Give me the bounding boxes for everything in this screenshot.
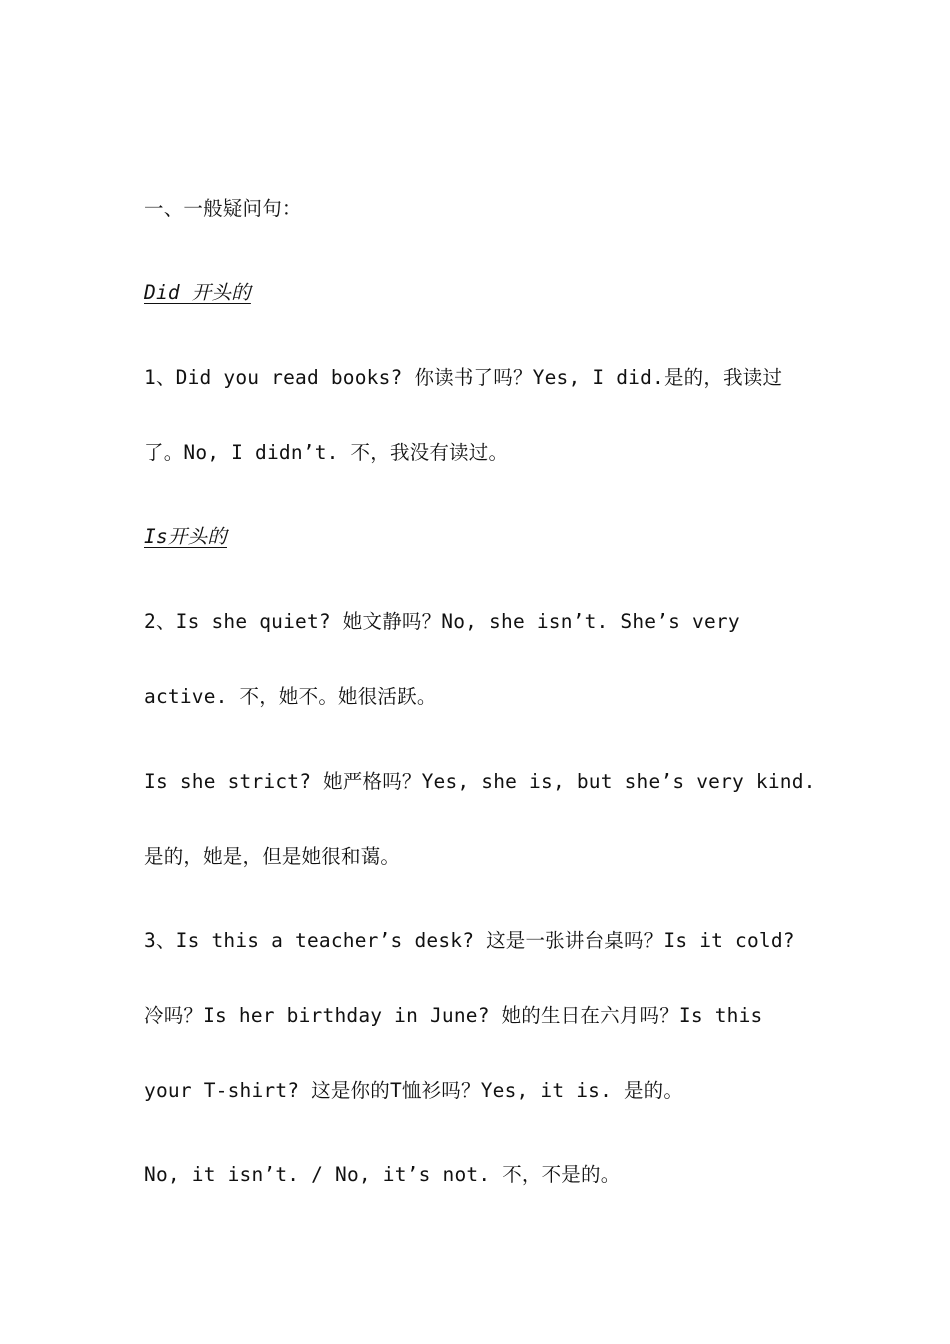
paragraph-line: Is she strict? 她严格吗？Yes, she is, but she’s very kind. — [144, 770, 816, 793]
paragraph-line: No, it isn’t. / No, it’s not. 不，不是的。 — [144, 1163, 621, 1186]
paragraph-line: your T-shirt? 这是你的T恤衫吗？Yes, it is. 是的。 — [144, 1079, 684, 1102]
paragraph-line: 3、Is this a teacher’s desk? 这是一张讲台桌吗？Is it cold? — [144, 929, 795, 952]
paragraph-line: 1、Did you read books? 你读书了吗？Yes, I did.是的，我读过 — [144, 366, 783, 389]
section-title: 一、一般疑问句： — [144, 197, 302, 220]
paragraph-line: 了。No, I didn’t. 不，我没有读过。 — [144, 441, 509, 464]
subheading-did: Did 开头的 — [144, 281, 251, 304]
paragraph-line: active. 不，她不。她很活跃。 — [144, 685, 437, 708]
paragraph-line: 2、Is she quiet? 她文静吗？No, she isn’t. She’s very — [144, 610, 740, 633]
paragraph-line: 冷吗？Is her birthday in June? 她的生日在六月吗？Is this — [144, 1004, 763, 1027]
paragraph-line: 是的，她是，但是她很和蔼。 — [144, 845, 401, 868]
subheading-is: Is开头的 — [144, 525, 227, 548]
